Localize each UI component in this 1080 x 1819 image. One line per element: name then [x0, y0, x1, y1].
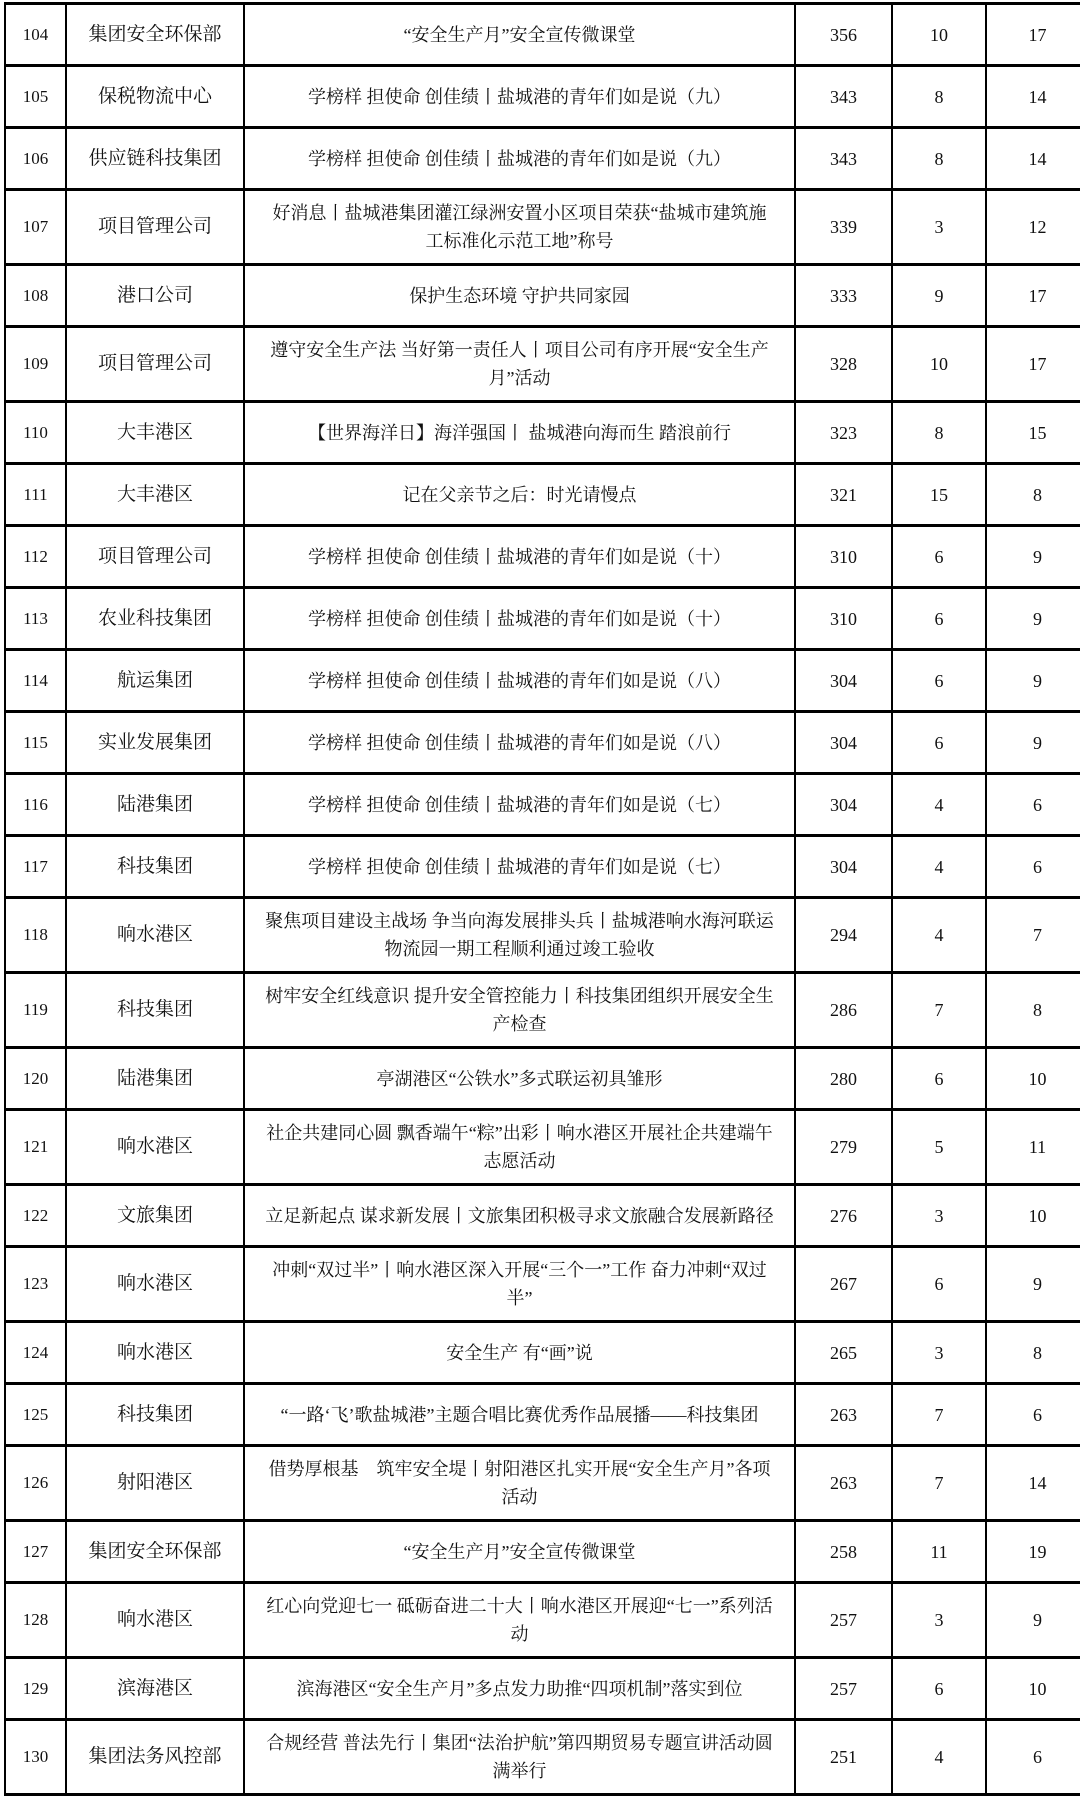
metric-1-cell: 328: [795, 327, 892, 402]
metric-2-cell: 3: [892, 1322, 986, 1384]
metric-1-cell: 294: [795, 898, 892, 973]
department-cell: 港口公司: [66, 265, 244, 327]
row-index-cell: 110: [5, 402, 66, 464]
row-index-cell: 129: [5, 1658, 66, 1720]
title-cell: 遵守安全生产法 当好第一责任人丨项目公司有序开展“安全生产月”活动: [244, 327, 795, 402]
department-cell: 滨海港区: [66, 1658, 244, 1720]
metric-1-cell: 280: [795, 1048, 892, 1110]
title-cell: 【世界海洋日】海洋强国丨 盐城港向海而生 踏浪前行: [244, 402, 795, 464]
metric-3-cell: 11: [986, 1110, 1080, 1185]
title-cell: 学榜样 担使命 创佳绩丨盐城港的青年们如是说（七）: [244, 836, 795, 898]
metric-1-cell: 339: [795, 190, 892, 265]
metric-3-cell: 12: [986, 190, 1080, 265]
table-row: [5, 588, 1080, 650]
title-cell: 合规经营 普法先行丨集团“法治护航”第四期贸易专题宣讲活动圆满举行: [244, 1720, 795, 1795]
metric-1-cell: 265: [795, 1322, 892, 1384]
title-cell: 学榜样 担使命 创佳绩丨盐城港的青年们如是说（九）: [244, 128, 795, 190]
metric-1-cell: 356: [795, 4, 892, 66]
table-row: [5, 1446, 1080, 1521]
title-cell: 好消息丨盐城港集团灌江绿洲安置小区项目荣获“盐城市建筑施工标准化示范工地”称号: [244, 190, 795, 265]
metric-3-cell: 15: [986, 402, 1080, 464]
metric-2-cell: 4: [892, 774, 986, 836]
row-index-cell: 130: [5, 1720, 66, 1795]
metric-2-cell: 9: [892, 265, 986, 327]
title-cell: “一路‘飞’歌盐城港”主题合唱比赛优秀作品展播——科技集团: [244, 1384, 795, 1446]
metric-1-cell: 276: [795, 1185, 892, 1247]
metric-3-cell: 17: [986, 327, 1080, 402]
table-row: [5, 1110, 1080, 1185]
metric-2-cell: 7: [892, 973, 986, 1048]
department-cell: 项目管理公司: [66, 190, 244, 265]
title-cell: 安全生产 有“画”说: [244, 1322, 795, 1384]
row-index-cell: 121: [5, 1110, 66, 1185]
metric-2-cell: 7: [892, 1384, 986, 1446]
metric-3-cell: 14: [986, 66, 1080, 128]
title-cell: 立足新起点 谋求新发展丨文旅集团积极寻求文旅融合发展新路径: [244, 1185, 795, 1247]
table-row: [5, 66, 1080, 128]
metric-3-cell: 6: [986, 774, 1080, 836]
title-cell: 滨海港区“安全生产月”多点发力助推“四项机制”落实到位: [244, 1658, 795, 1720]
metric-3-cell: 14: [986, 1446, 1080, 1521]
row-index-cell: 116: [5, 774, 66, 836]
department-cell: 响水港区: [66, 1110, 244, 1185]
title-cell: 学榜样 担使命 创佳绩丨盐城港的青年们如是说（八）: [244, 712, 795, 774]
row-index-cell: 119: [5, 973, 66, 1048]
title-cell: 学榜样 担使命 创佳绩丨盐城港的青年们如是说（十）: [244, 588, 795, 650]
metric-1-cell: 310: [795, 526, 892, 588]
table-row: [5, 1048, 1080, 1110]
table-row: [5, 898, 1080, 973]
metric-1-cell: 251: [795, 1720, 892, 1795]
row-index-cell: 128: [5, 1583, 66, 1658]
metric-3-cell: 6: [986, 1384, 1080, 1446]
metric-1-cell: 263: [795, 1384, 892, 1446]
department-cell: 集团法务风控部: [66, 1720, 244, 1795]
department-cell: 科技集团: [66, 973, 244, 1048]
metric-3-cell: 10: [986, 1658, 1080, 1720]
department-cell: 项目管理公司: [66, 327, 244, 402]
row-index-cell: 127: [5, 1521, 66, 1583]
table-row: [5, 774, 1080, 836]
table-row: [5, 650, 1080, 712]
metric-3-cell: 9: [986, 588, 1080, 650]
metric-1-cell: 257: [795, 1583, 892, 1658]
metric-3-cell: 17: [986, 265, 1080, 327]
table-row: [5, 327, 1080, 402]
table-row: [5, 190, 1080, 265]
title-cell: 借势厚根基 筑牢安全堤丨射阳港区扎实开展“安全生产月”各项活动: [244, 1446, 795, 1521]
metric-1-cell: 333: [795, 265, 892, 327]
department-cell: 响水港区: [66, 1583, 244, 1658]
metric-1-cell: 286: [795, 973, 892, 1048]
metric-2-cell: 8: [892, 66, 986, 128]
department-cell: 实业发展集团: [66, 712, 244, 774]
metric-1-cell: 258: [795, 1521, 892, 1583]
metric-3-cell: 6: [986, 836, 1080, 898]
table-row: [5, 712, 1080, 774]
row-index-cell: 123: [5, 1247, 66, 1322]
metric-2-cell: 4: [892, 1720, 986, 1795]
row-index-cell: 124: [5, 1322, 66, 1384]
table-row: [5, 1583, 1080, 1658]
metric-1-cell: 343: [795, 66, 892, 128]
row-index-cell: 113: [5, 588, 66, 650]
row-index-cell: 114: [5, 650, 66, 712]
table-row: [5, 1185, 1080, 1247]
department-cell: 农业科技集团: [66, 588, 244, 650]
row-index-cell: 126: [5, 1446, 66, 1521]
title-cell: 聚焦项目建设主战场 争当向海发展排头兵丨盐城港响水海河联运物流园一期工程顺利通过竣工验收: [244, 898, 795, 973]
metric-1-cell: 310: [795, 588, 892, 650]
table-row: [5, 1322, 1080, 1384]
table-row: [5, 128, 1080, 190]
title-cell: 学榜样 担使命 创佳绩丨盐城港的青年们如是说（十）: [244, 526, 795, 588]
metric-3-cell: 10: [986, 1048, 1080, 1110]
title-cell: 学榜样 担使命 创佳绩丨盐城港的青年们如是说（七）: [244, 774, 795, 836]
row-index-cell: 112: [5, 526, 66, 588]
row-index-cell: 111: [5, 464, 66, 526]
metric-2-cell: 11: [892, 1521, 986, 1583]
table-row: [5, 836, 1080, 898]
metric-2-cell: 6: [892, 1247, 986, 1322]
metric-3-cell: 8: [986, 973, 1080, 1048]
department-cell: 集团安全环保部: [66, 4, 244, 66]
row-index-cell: 120: [5, 1048, 66, 1110]
department-cell: 射阳港区: [66, 1446, 244, 1521]
row-index-cell: 125: [5, 1384, 66, 1446]
title-cell: 树牢安全红线意识 提升安全管控能力丨科技集团组织开展安全生产检查: [244, 973, 795, 1048]
department-cell: 响水港区: [66, 898, 244, 973]
metric-2-cell: 10: [892, 4, 986, 66]
metric-1-cell: 323: [795, 402, 892, 464]
department-cell: 响水港区: [66, 1247, 244, 1322]
metric-2-cell: 3: [892, 1185, 986, 1247]
metric-3-cell: 10: [986, 1185, 1080, 1247]
table-row: [5, 973, 1080, 1048]
metric-2-cell: 4: [892, 898, 986, 973]
metric-1-cell: 267: [795, 1247, 892, 1322]
metric-1-cell: 343: [795, 128, 892, 190]
metric-3-cell: 7: [986, 898, 1080, 973]
title-cell: 记在父亲节之后：时光请慢点: [244, 464, 795, 526]
metric-2-cell: 4: [892, 836, 986, 898]
metric-3-cell: 17: [986, 4, 1080, 66]
metric-1-cell: 263: [795, 1446, 892, 1521]
metric-3-cell: 9: [986, 1583, 1080, 1658]
metric-1-cell: 321: [795, 464, 892, 526]
metric-3-cell: 9: [986, 526, 1080, 588]
metric-2-cell: 15: [892, 464, 986, 526]
title-cell: 学榜样 担使命 创佳绩丨盐城港的青年们如是说（八）: [244, 650, 795, 712]
metric-2-cell: 3: [892, 190, 986, 265]
metric-2-cell: 10: [892, 327, 986, 402]
metric-3-cell: 9: [986, 650, 1080, 712]
metric-2-cell: 6: [892, 712, 986, 774]
row-index-cell: 108: [5, 265, 66, 327]
department-cell: 供应链科技集团: [66, 128, 244, 190]
metric-1-cell: 304: [795, 774, 892, 836]
metric-2-cell: 8: [892, 402, 986, 464]
row-index-cell: 117: [5, 836, 66, 898]
table-row: [5, 4, 1080, 66]
department-cell: 陆港集团: [66, 1048, 244, 1110]
title-cell: 亭湖港区“公铁水”多式联运初具雏形: [244, 1048, 795, 1110]
metric-2-cell: 8: [892, 128, 986, 190]
department-cell: 响水港区: [66, 1322, 244, 1384]
table-body: [5, 4, 1080, 1795]
row-index-cell: 107: [5, 190, 66, 265]
title-cell: 学榜样 担使命 创佳绩丨盐城港的青年们如是说（九）: [244, 66, 795, 128]
department-cell: 文旅集团: [66, 1185, 244, 1247]
department-cell: 大丰港区: [66, 464, 244, 526]
metric-3-cell: 14: [986, 128, 1080, 190]
row-index-cell: 115: [5, 712, 66, 774]
metric-1-cell: 304: [795, 650, 892, 712]
row-index-cell: 118: [5, 898, 66, 973]
table-row: [5, 526, 1080, 588]
metric-3-cell: 8: [986, 1322, 1080, 1384]
row-index-cell: 104: [5, 4, 66, 66]
metric-3-cell: 8: [986, 464, 1080, 526]
title-cell: 冲刺“双过半”丨响水港区深入开展“三个一”工作 奋力冲刺“双过半”: [244, 1247, 795, 1322]
table-row: [5, 1521, 1080, 1583]
metric-3-cell: 19: [986, 1521, 1080, 1583]
row-index-cell: 122: [5, 1185, 66, 1247]
table-row: [5, 1384, 1080, 1446]
title-cell: “安全生产月”安全宣传微课堂: [244, 1521, 795, 1583]
title-cell: 社企共建同心圆 飘香端午“粽”出彩丨响水港区开展社企共建端午志愿活动: [244, 1110, 795, 1185]
table-row: [5, 1247, 1080, 1322]
row-index-cell: 105: [5, 66, 66, 128]
metric-1-cell: 279: [795, 1110, 892, 1185]
department-cell: 项目管理公司: [66, 526, 244, 588]
metric-1-cell: 304: [795, 836, 892, 898]
row-index-cell: 109: [5, 327, 66, 402]
title-cell: “安全生产月”安全宣传微课堂: [244, 4, 795, 66]
metric-2-cell: 6: [892, 650, 986, 712]
department-cell: 集团安全环保部: [66, 1521, 244, 1583]
metric-2-cell: 7: [892, 1446, 986, 1521]
department-cell: 科技集团: [66, 836, 244, 898]
metric-2-cell: 6: [892, 526, 986, 588]
title-cell: 保护生态环境 守护共同家园: [244, 265, 795, 327]
title-cell: 红心向党迎七一 砥砺奋进二十大丨响水港区开展迎“七一”系列活动: [244, 1583, 795, 1658]
metric-2-cell: 6: [892, 1048, 986, 1110]
metric-2-cell: 3: [892, 1583, 986, 1658]
publication-stats-table: [4, 2, 1080, 1796]
metric-3-cell: 6: [986, 1720, 1080, 1795]
department-cell: 陆港集团: [66, 774, 244, 836]
table-row: [5, 402, 1080, 464]
department-cell: 科技集团: [66, 1384, 244, 1446]
table-row: [5, 464, 1080, 526]
department-cell: 保税物流中心: [66, 66, 244, 128]
row-index-cell: 106: [5, 128, 66, 190]
table-row: [5, 1720, 1080, 1795]
department-cell: 航运集团: [66, 650, 244, 712]
metric-2-cell: 6: [892, 588, 986, 650]
metric-3-cell: 9: [986, 1247, 1080, 1322]
metric-1-cell: 257: [795, 1658, 892, 1720]
metric-2-cell: 5: [892, 1110, 986, 1185]
metric-3-cell: 9: [986, 712, 1080, 774]
metric-2-cell: 6: [892, 1658, 986, 1720]
metric-1-cell: 304: [795, 712, 892, 774]
table-row: [5, 1658, 1080, 1720]
department-cell: 大丰港区: [66, 402, 244, 464]
table-row: [5, 265, 1080, 327]
